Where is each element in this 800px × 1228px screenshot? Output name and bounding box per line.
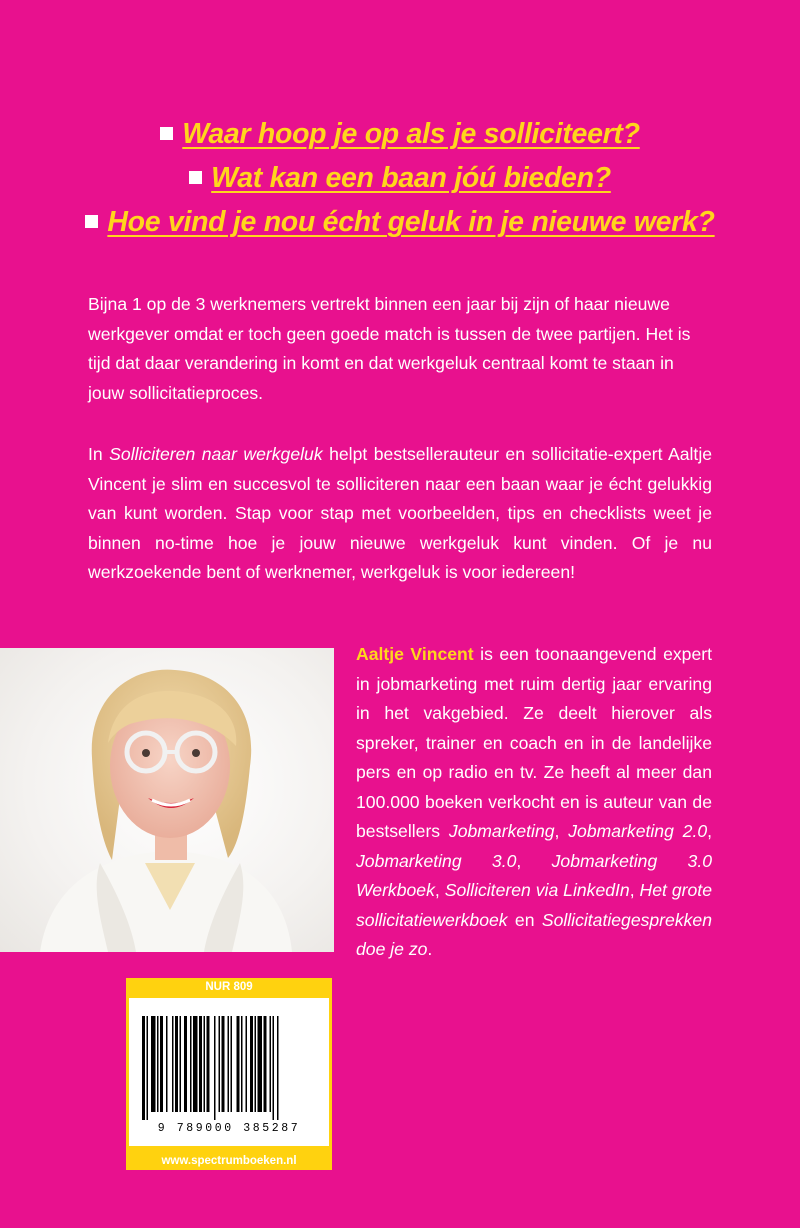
bio-text: is een toonaangevend expert in jobmarketing met ruim dertig jaar ervaring in het vakgebied. Ze deelt hierover als spreker, trainer en coach en in de landelijke pers en op radio en tv. Ze heeft al meer dan 100.000 boeken verkocht en is auteur van de bestsellers — [356, 644, 712, 841]
headline-2 — [0, 156, 800, 200]
bio-separator: , — [707, 821, 713, 841]
headline-list — [0, 112, 800, 244]
barcode-bar — [142, 1016, 145, 1120]
barcode-bar — [180, 1016, 182, 1112]
barcode-bar — [273, 1016, 275, 1120]
author-bio — [356, 640, 712, 965]
barcode-panel — [126, 978, 332, 1170]
bestseller-title: Jobmarketing 2.0 — [568, 821, 708, 841]
nur-code: NUR 809 — [205, 981, 253, 993]
square-bullet-icon — [189, 171, 202, 184]
square-bullet-icon — [85, 215, 98, 228]
bio-separator: , — [516, 850, 552, 871]
bestseller-title: Solliciteren via LinkedIn — [444, 880, 630, 900]
barcode-bar — [228, 1016, 230, 1112]
barcode-bar — [222, 1016, 225, 1112]
barcode-bar — [241, 1016, 243, 1112]
intro-paragraph-2 — [88, 440, 712, 588]
bestseller-title: Jobmarketing 3.0 — [356, 850, 517, 871]
author-portrait-illustration — [0, 648, 334, 952]
bio-end: . — [427, 939, 433, 959]
headline-3 — [0, 200, 800, 244]
barcode-bar — [237, 1016, 240, 1112]
barcode-bar — [166, 1016, 168, 1112]
barcode-bar — [184, 1016, 187, 1112]
barcode-bar — [175, 1016, 178, 1112]
isbn-number: 9 789000 385287 — [157, 1122, 301, 1135]
barcode-bar — [277, 1016, 279, 1120]
book-title: Solliciteren naar werkgeluk — [109, 444, 323, 464]
headline-2-text: Wat kan een baan jóú bieden? — [211, 162, 611, 194]
barcode-graphic — [142, 1016, 316, 1120]
barcode-bar — [204, 1016, 206, 1112]
headline-3-text: Hoe vind je nou écht geluk in je nieuwe werk? — [107, 206, 715, 238]
barcode-bar — [264, 1016, 267, 1112]
barcode-bar — [231, 1016, 233, 1112]
square-bullet-icon — [160, 127, 173, 140]
barcode-bar — [270, 1016, 272, 1112]
bio-separator: , — [554, 821, 569, 841]
bio-separator: , — [434, 880, 445, 900]
barcode-bar — [255, 1016, 257, 1112]
barcode-bar — [193, 1016, 198, 1112]
headline-1-text: Waar hoop je op als je solliciteert? — [182, 118, 640, 150]
intro-prefix: In — [88, 444, 110, 464]
headline-1 — [0, 112, 800, 156]
barcode-bar — [160, 1016, 163, 1112]
barcode-bar — [157, 1016, 159, 1112]
bestseller-title: Jobmarketing — [448, 821, 555, 841]
barcode-bar — [258, 1016, 263, 1112]
barcode-bar — [199, 1016, 202, 1112]
barcode-bar — [147, 1016, 149, 1120]
barcode-bar — [172, 1016, 174, 1112]
author-photo — [0, 648, 334, 952]
barcode-bar — [250, 1016, 253, 1112]
bio-separator: en — [507, 909, 542, 930]
bestseller-title: Jobmarketing 3.0 Werkboek — [356, 850, 712, 900]
barcode-bar — [190, 1016, 192, 1112]
intro-rest: helpt bestsellerauteur en sollicitatie-expert Aaltje Vincent je slim en succesvol te solliciteren naar een baan waar je écht gelukkig van kunt worden. Stap voor stap met voorbeelden, tips en checklists weet je binnen no-time hoe je jouw nieuwe werkgeluk kunt vinden. Of je nu werkzoekende bent of werknemer, werkgeluk is voor iedereen! — [88, 444, 713, 582]
barcode-bar — [219, 1016, 221, 1112]
barcode-area — [129, 998, 329, 1146]
barcode-bar — [246, 1016, 248, 1112]
barcode-bar — [151, 1016, 156, 1112]
barcode-bar — [214, 1016, 216, 1120]
bestseller-title: Sollicitatiegesprekken doe je zo — [356, 909, 712, 959]
bestseller-title: Het grote sollicitatiewerkboek — [356, 880, 712, 930]
bio-separator: , — [629, 880, 640, 900]
author-name: Aaltje Vincent — [356, 644, 474, 664]
intro-paragraph-1: Bijna 1 op de 3 werknemers vertrekt binnen een jaar bij zijn of haar nieuwe werkgever omdat er toch geen goede match is tussen de twee partijen. Het is tijd dat daar verandering in komt en dat werkgeluk centraal komt te staan in jouw sollicitatieproces. — [88, 294, 691, 403]
barcode-bar — [207, 1016, 210, 1112]
publisher-website: www.spectrumboeken.nl — [161, 1155, 297, 1167]
